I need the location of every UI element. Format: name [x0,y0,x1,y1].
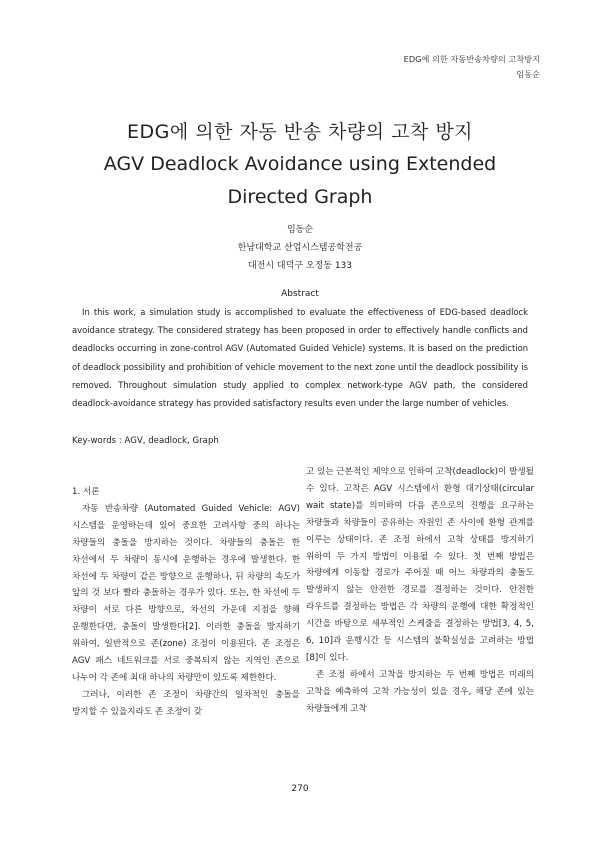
title-english-line1: AGV Deadlock Avoidance using Extended [103,153,497,175]
title-english-line2: Directed Graph [227,186,373,208]
page-number: 270 [291,784,309,794]
author-block [0,221,600,275]
author-address: 대전시 대덕구 오정동 133 [247,261,352,271]
intro-paragraph-2-continued: 고 있는 근본적인 제약으로 인하여 고착(deadlock)이 발생될 수 있다. 고착은 AGV 시스템에서 환형 대기상태(circular wait state)를 의미하여 다음 존으로의 진행을 요구하는 차량들과 차량들이 공유하는 자원인 존 사이에 환형 관계를 이루는 상태이다. 존 조정 하에서 고착 상태를 방지하기 위하여 두 가지 방법이 이용될 수 있다. 첫 번째 방법은 차량에게 이동할 경로가 주어질 때 어느 차량과의 충돌도 발생하지 않는 안전한 경로를 결정하는 것이다. 안전한 라우트를 결정하는 방법은 각 차량의 운행에 대한 확정적인 시간을 바탕으로 세부적인 스케줄을 결정하는 방법[3, 4, 5, 6, 10]과 운행시간 등 시스템의 불확실성을 고려하는 방법[8]이 있다. [306,467,534,663]
running-head-author: 임동순 [516,69,540,79]
intro-paragraph-1: 자동 반송차량 (Automated Guided Vehicle: AGV) 시스템을 운영하는데 있어 중요한 고려사항 중의 하나는 차량들의 충돌을 방지하는 것이다. 차량들의 충돌은 한 차선에서 두 차량이 동시에 운행하는 경우에 발생한다. 한 차선에 두 차량이 같은 방향으로 운행하나, 뒤 차량의 속도가 앞의 것 보다 빨라 충돌하는 경우가 있다. 또는, 한 차선에 두 차량이 서로 다른 방향으로, 차선의 가운데 지점을 향해 운행한다면, 충돌이 발생한다[2]. 이러한 충돌을 방지하기 위하여, 일반적으로 존(zone) 조정이 이용된다. 존 조정은 AGV 패스 네트워크를 서로 중복되지 않는 지역인 존으로 나누어 각 존에 최대 하나의 차량만이 있도록 제한한다. [72,503,300,683]
author-affiliation: 한남대학교 산업시스템공학전공 [237,243,363,253]
author-name: 임동순 [286,225,314,235]
right-column [306,464,534,718]
intro-paragraph-2: 그러나, 이러한 존 조정이 차량간의 일차적인 충돌을 방지할 수 있을지라도 존 조정이 갖 [72,689,300,717]
title-english [0,148,600,214]
running-head-title: EDG에 의한 자동반송차량의 고착방지 [403,54,540,64]
section-heading-introduction: 1. 서론 [72,487,100,497]
keywords: Key-words : AGV, deadlock, Graph [72,436,219,446]
abstract-text: In this work, a simulation study is accomplished to evaluate the effectiveness of EDG-based deadlock avoidance strategy. The considered strategy has been proposed in order to effectively handle conflicts and deadlocks occurring in zone-control AGV (Automated Guided Vehicle) systems. It is based on the prediction of deadlock possibility and prohibition of vehicle movement to the next zone until the deadlock possibility is removed. Throughout simulation study applied to complex network-type AGV path, the considered deadlock-avoidance strategy has provided satisfactory results even under the large number of vehicles. [72,307,528,409]
left-column [72,484,300,721]
abstract-heading: Abstract [281,289,319,299]
title-korean: EDG에 의한 자동 반송 차량의 고착 방지 [126,121,474,143]
intro-paragraph-3: 존 조정 하에서 고착을 방지하는 두 번째 방법은 미래의 고착을 예측하여 고착 가능성이 있을 경우, 해당 존에 있는 차량들에게 고착 [306,669,534,714]
running-head [404,52,540,82]
